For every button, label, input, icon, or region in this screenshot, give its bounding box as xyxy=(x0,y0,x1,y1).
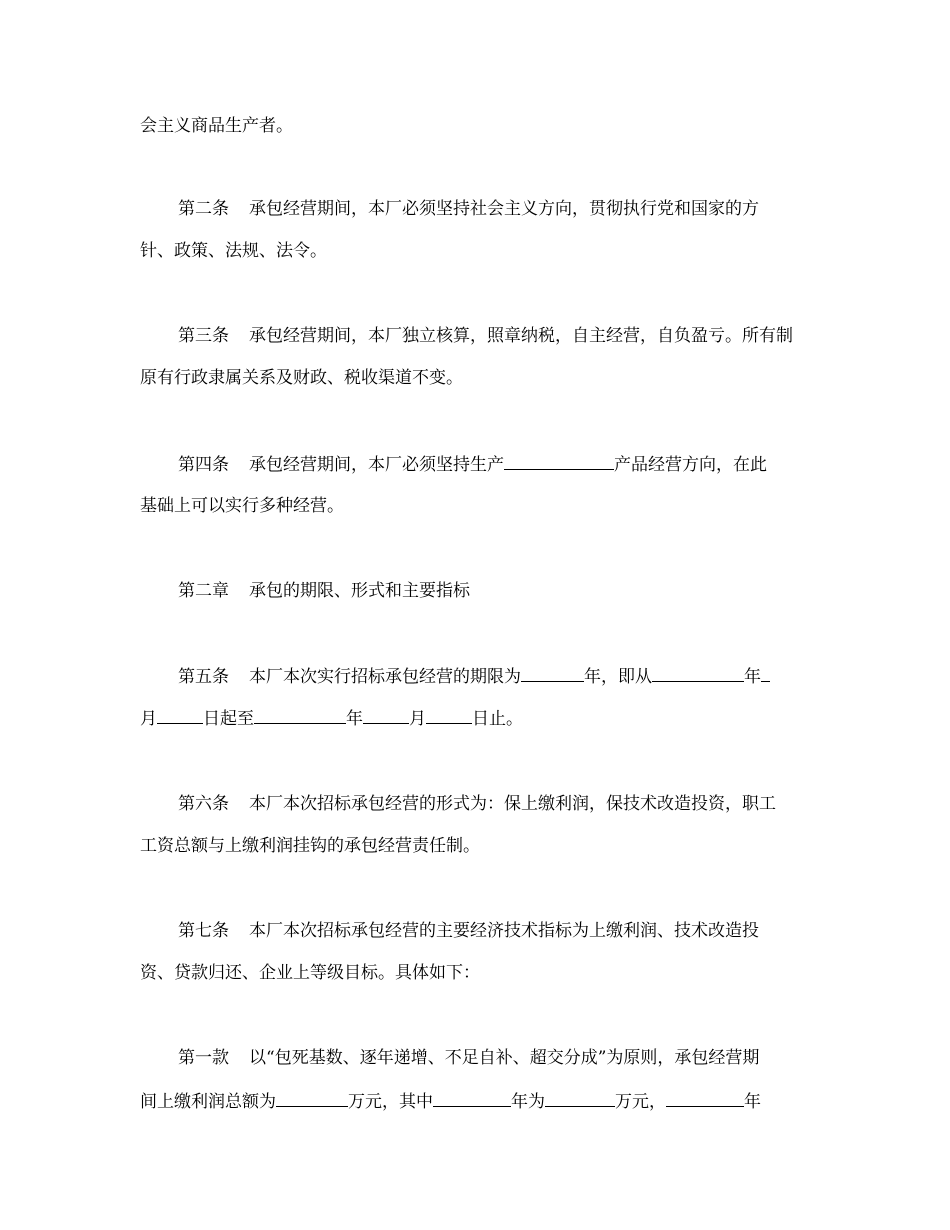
article-2-line-1 xyxy=(178,198,759,220)
article-4-line-2: 基础上可以实行多种经营。 xyxy=(140,496,344,516)
article-number: 第二条 xyxy=(178,199,229,219)
clause-1-line-2 xyxy=(140,1090,761,1112)
article-text: 承包经营期间，本厂独立核算，照章纳税，自主经营，自负盈亏。所有制 xyxy=(249,326,793,346)
fill-blank[interactable] xyxy=(254,707,346,724)
fill-blank[interactable] xyxy=(761,665,770,682)
fill-blank[interactable] xyxy=(433,1090,511,1107)
fill-blank[interactable] xyxy=(504,453,614,470)
article-4-line-1 xyxy=(178,453,767,475)
article-text: 日起至 xyxy=(203,709,254,729)
clause-text: 年为 xyxy=(511,1092,545,1112)
fill-blank[interactable] xyxy=(521,665,584,682)
article-number: 第三条 xyxy=(178,326,229,346)
fill-blank[interactable] xyxy=(363,707,409,724)
fill-blank[interactable] xyxy=(545,1090,615,1107)
clause-number: 第一款 xyxy=(178,1048,229,1068)
article-5-line-1 xyxy=(178,665,770,687)
article-3-line-2: 原有行政隶属关系及财政、税收渠道不变。 xyxy=(140,368,463,388)
chapter-2-heading xyxy=(178,580,470,602)
article-text: 本厂本次招标承包经营的主要经济技术指标为上缴利润、技术改造投 xyxy=(249,921,759,941)
article-7-line-1 xyxy=(178,920,759,942)
article-text: 月 xyxy=(140,709,157,729)
fill-blank[interactable] xyxy=(652,665,744,682)
article-3-line-1 xyxy=(178,325,793,347)
chapter-number: 第二章 xyxy=(178,581,229,601)
text-line: 会主义商品生产者。 xyxy=(140,116,293,136)
article-number: 第五条 xyxy=(178,667,229,687)
article-number: 第四条 xyxy=(178,455,229,475)
article-text: 年，即从 xyxy=(584,667,652,687)
article-text: 本厂本次招标承包经营的形式为：保上缴利润，保技术改造投资，职工 xyxy=(249,794,776,814)
article-text: 年 xyxy=(744,667,761,687)
article-6-line-1 xyxy=(178,793,776,815)
article-text: 产品经营方向，在此 xyxy=(614,455,767,475)
article-text: 承包经营期间，本厂必须坚持社会主义方向，贯彻执行党和国家的方 xyxy=(249,199,759,219)
article-text: 月 xyxy=(409,709,426,729)
fill-blank[interactable] xyxy=(157,707,203,724)
article-5-line-2 xyxy=(140,707,523,729)
fill-blank[interactable] xyxy=(276,1090,348,1107)
clause-text: 万元，其中 xyxy=(348,1092,433,1112)
article-text: 年 xyxy=(346,709,363,729)
article-text: 本厂本次实行招标承包经营的期限为 xyxy=(249,667,521,687)
article-number: 第六条 xyxy=(178,794,229,814)
article-2-line-2: 针、政策、法规、法令。 xyxy=(140,241,327,261)
article-text: 日止。 xyxy=(472,709,523,729)
clause-text: 间上缴利润总额为 xyxy=(140,1092,276,1112)
clause-text: 以“包死基数、逐年递增、不足自补、超交分成”为原则，承包经营期 xyxy=(249,1048,760,1068)
clause-text: 年 xyxy=(744,1092,761,1112)
clause-text: 万元， xyxy=(615,1092,666,1112)
fill-blank[interactable] xyxy=(426,707,472,724)
fill-blank[interactable] xyxy=(666,1090,744,1107)
article-7-line-2: 资、贷款归还、企业上等级目标。具体如下： xyxy=(140,963,480,983)
article-text: 承包经营期间，本厂必须坚持生产 xyxy=(249,455,504,475)
chapter-title: 承包的期限、形式和主要指标 xyxy=(249,581,470,601)
clause-1-line-1 xyxy=(178,1047,759,1069)
article-6-line-2: 工资总额与上缴利润挂钩的承包经营责任制。 xyxy=(140,836,480,856)
article-number: 第七条 xyxy=(178,921,229,941)
